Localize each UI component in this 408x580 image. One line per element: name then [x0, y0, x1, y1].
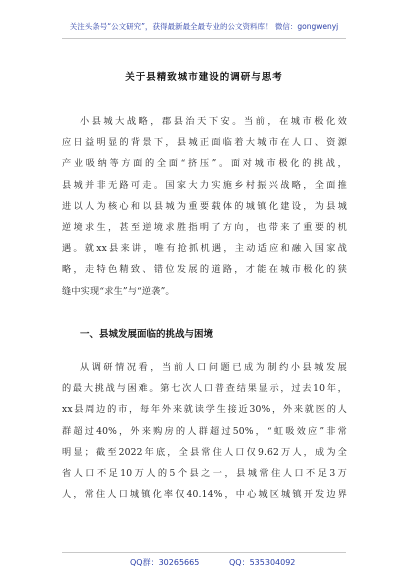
footer-qq-number: QQ：535304092 [229, 558, 296, 567]
paragraph-line: 从调研情况看，当前人口问题已成为制约小县城发展 [80, 362, 347, 373]
paragraph-line: 应日益明显的背景下，县城正面临着大城市在人口、资源 [62, 137, 347, 149]
section-heading: 一、县城发展面临的挑战与困境 [80, 329, 214, 340]
paragraph-line: 省人口不足10万人的5个县之一，县城常住人口不足3万 [62, 467, 347, 479]
paragraph-line: 逆境求生，甚至逆境求胜指明了方向，也带来了重要的机 [62, 221, 347, 233]
document-title: 关于县精致城市建设的调研与思考 [125, 72, 283, 83]
section1-paragraph [62, 357, 347, 505]
footer-qq-group: QQ群：30265665 [130, 558, 200, 567]
paragraph-line: 进以人为核心和以县城为重要载体的城镇化建设，为县城 [62, 200, 347, 212]
paragraph-line: 缝中实现“求生”与“逆袭”。 [62, 285, 175, 297]
paragraph-line: 产业吸纳等方面的全面“挤压”。面对城市极化的挑战， [62, 158, 347, 170]
header-notice: 关注头条号“公文研究”，获得最新最全最专业的公文资料库！ 微信：gongwenyj [69, 22, 339, 31]
intro-paragraph [62, 111, 347, 302]
footer-contacts [0, 556, 408, 570]
paragraph-line: 明显；截至2022年底，全县常住人口仅9.62万人，成为全 [62, 446, 347, 458]
paragraph-line: 县城并非无路可走。国家大力实施乡村振兴战略，全面推 [62, 179, 347, 191]
paragraph-line: 的最大挑战与困难。第七次人口普查结果显示，过去10年， [62, 383, 347, 395]
footer-divider [62, 552, 346, 553]
paragraph-line: 略，走特色精致、错位发展的道路，才能在城市极化的狭 [62, 264, 347, 276]
header-divider [62, 38, 346, 39]
paragraph-line: 人，常住人口城镇化率仅40.14%，中心城区城镇开发边界 [62, 489, 347, 501]
paragraph-line: xx县周边的市，每年外来就读学生接近30%，外来就医的人 [62, 404, 347, 416]
paragraph-line: 群超过40%，外来购房的人群超过50%，“虹吸效应”非常 [62, 425, 347, 437]
paragraph-line: 小县城大战略，郡县治天下安。当前，在城市极化效 [80, 116, 347, 127]
paragraph-line: 遇。就xx县来讲，唯有抢抓机遇，主动适应和融入国家战 [62, 243, 347, 255]
